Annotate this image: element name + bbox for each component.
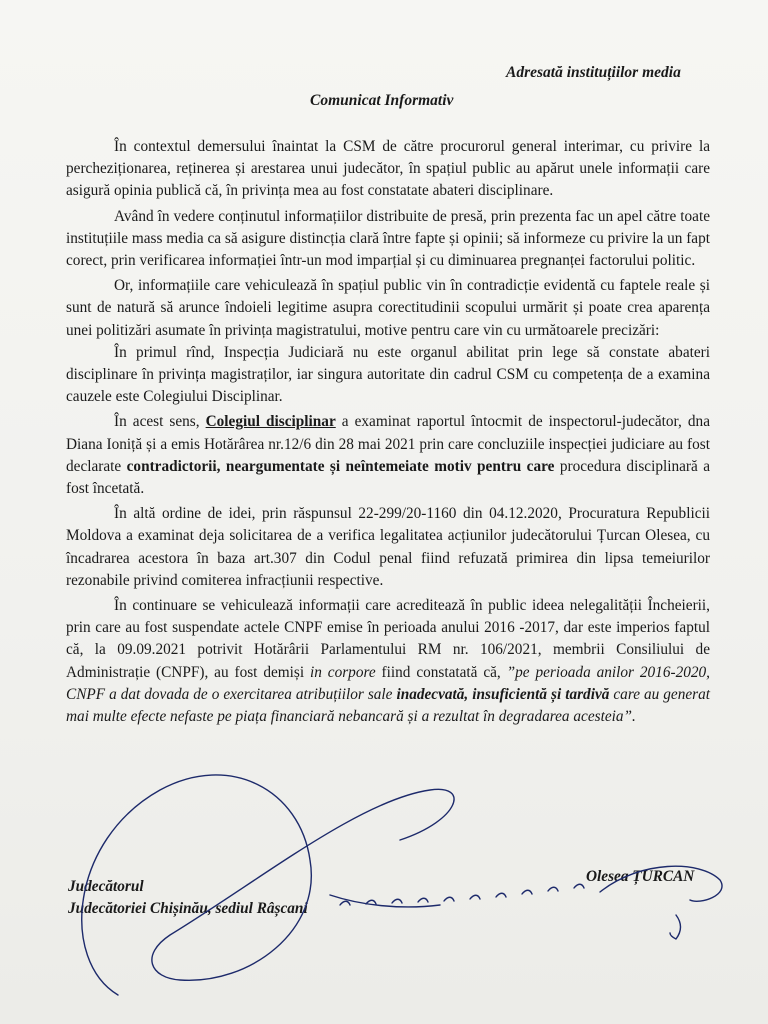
text-run: procedura disciplinară a fost încetată. [66,457,711,498]
paragraph-contradiction: Or, informațiile care vehiculează în spațiul public vin în contradicție evidentă cu faptele reale și sunt de natură să arunce îndoieli legitime asupra corectitudinii scopului urmărit și poate crea aparența unei politizări asumate în privința magistratului, motive pentru care vin cu următoarele precizări: [66,277,710,339]
text-run-underlined: Colegiul disciplinar [205,413,336,431]
paragraph-press-appeal: Având în vedere conținutul informațiilor distribuite de presă, prin prezenta fac un apel către toate instituțiile mass media ca să asigure distincția clară între fapte și opinii; să informeze cu privire la un fapt corect, prin verificarea informației într-un mod imparțial și cu diminuarea pregnanței factorului politic. [66,207,710,270]
text-run: În continuare se vehiculează informații care acreditează în public ideea nelegalității Încheierii, prin care au fost suspendate actele CNPF emise în perioada anului 2016 -2017, dar este imperios faptul că, la 09.09.2021 potrivit Hotărârii Parlamentului RM nr. 106/2021, membrii Consiliului de Administrație (CNPF), au fost demiși [66,597,710,681]
signatory-name: Olesea ȚURCAN [586,868,695,885]
quote-run-italic: ”pe perioada anilor 2016-2020, CNPF a dat dovada de o exercitarea atribuțiilor sale [66,663,710,703]
signatory-role [68,876,308,920]
signatory-role-line2: Judecătoriei Chișinău, sediul Râșcani [68,900,308,917]
signature-hook-stroke [670,915,681,939]
text-run: a examinat raportul întocmit de inspectorul-judecător, dna Diana Ioniță și a emis Hotărârea nr.12/6 din 28 mai 2021 prin care concluziile inspecției judiciare au fost declarate [66,413,710,475]
addressee-line: Adresată instituțiilor media [506,64,681,81]
text-run: fiind constatată că, [375,663,507,681]
signature-flourish-stroke [330,895,440,907]
paragraph-context: În contextul demersului înaintat la CSM de către procurorul general interimar, cu privire la percheziționarea, reținerea și arestarea unui judecător, în spațiul public au apărut unele informații care asigură opinia publică că, în privința mea au fost constatate abateri disciplinare. [66,138,710,200]
text-run-bold: contradictorii, neargumentate și neîntemeiate motiv pentru care [126,457,555,475]
paragraph-inspection: În primul rînd, Inspecția Judiciară nu este organul abilitat prin lege să constate abateri disciplinare în privința magistraților, iar singura autoritate din cadrul CSM cu competența de a examina cauzele este Colegiului Disciplinar. [66,343,710,406]
text-run: În acest sens, [114,413,206,431]
quote-run-italic: care au generat mai multe efecte nefaste pe piața financiară nebancară și a rezultat în degradarea acesteia”. [66,685,711,726]
signatory-role-line1: Judecătorul [68,878,144,895]
text-run-italic: in corpore [310,663,376,681]
document-title: Comunicat Informativ [310,92,454,109]
paragraph-prosecutor-response: În altă ordine de idei, prin răspunsul 22-299/20-1160 din 04.12.2020, Procuratura Republicii Moldova a examinat deja solicitarea de a verifica legalitatea acțiunilor judecătorului Țurcan Olesea, cu încadrarea acestora în baza art.307 din Codul penal fiind refuzată primirea din lipsa temeiurilor rezonabile privind comiterea infracțiunii respective. [66,505,710,589]
signature-dots-stroke [340,884,584,905]
paragraph-cnpf [66,595,710,728]
paragraph-disciplinary-board [66,411,710,500]
quote-run-bold-italic: inadecvată, insuficientă și tardivă [396,685,610,703]
document-body [66,136,710,728]
